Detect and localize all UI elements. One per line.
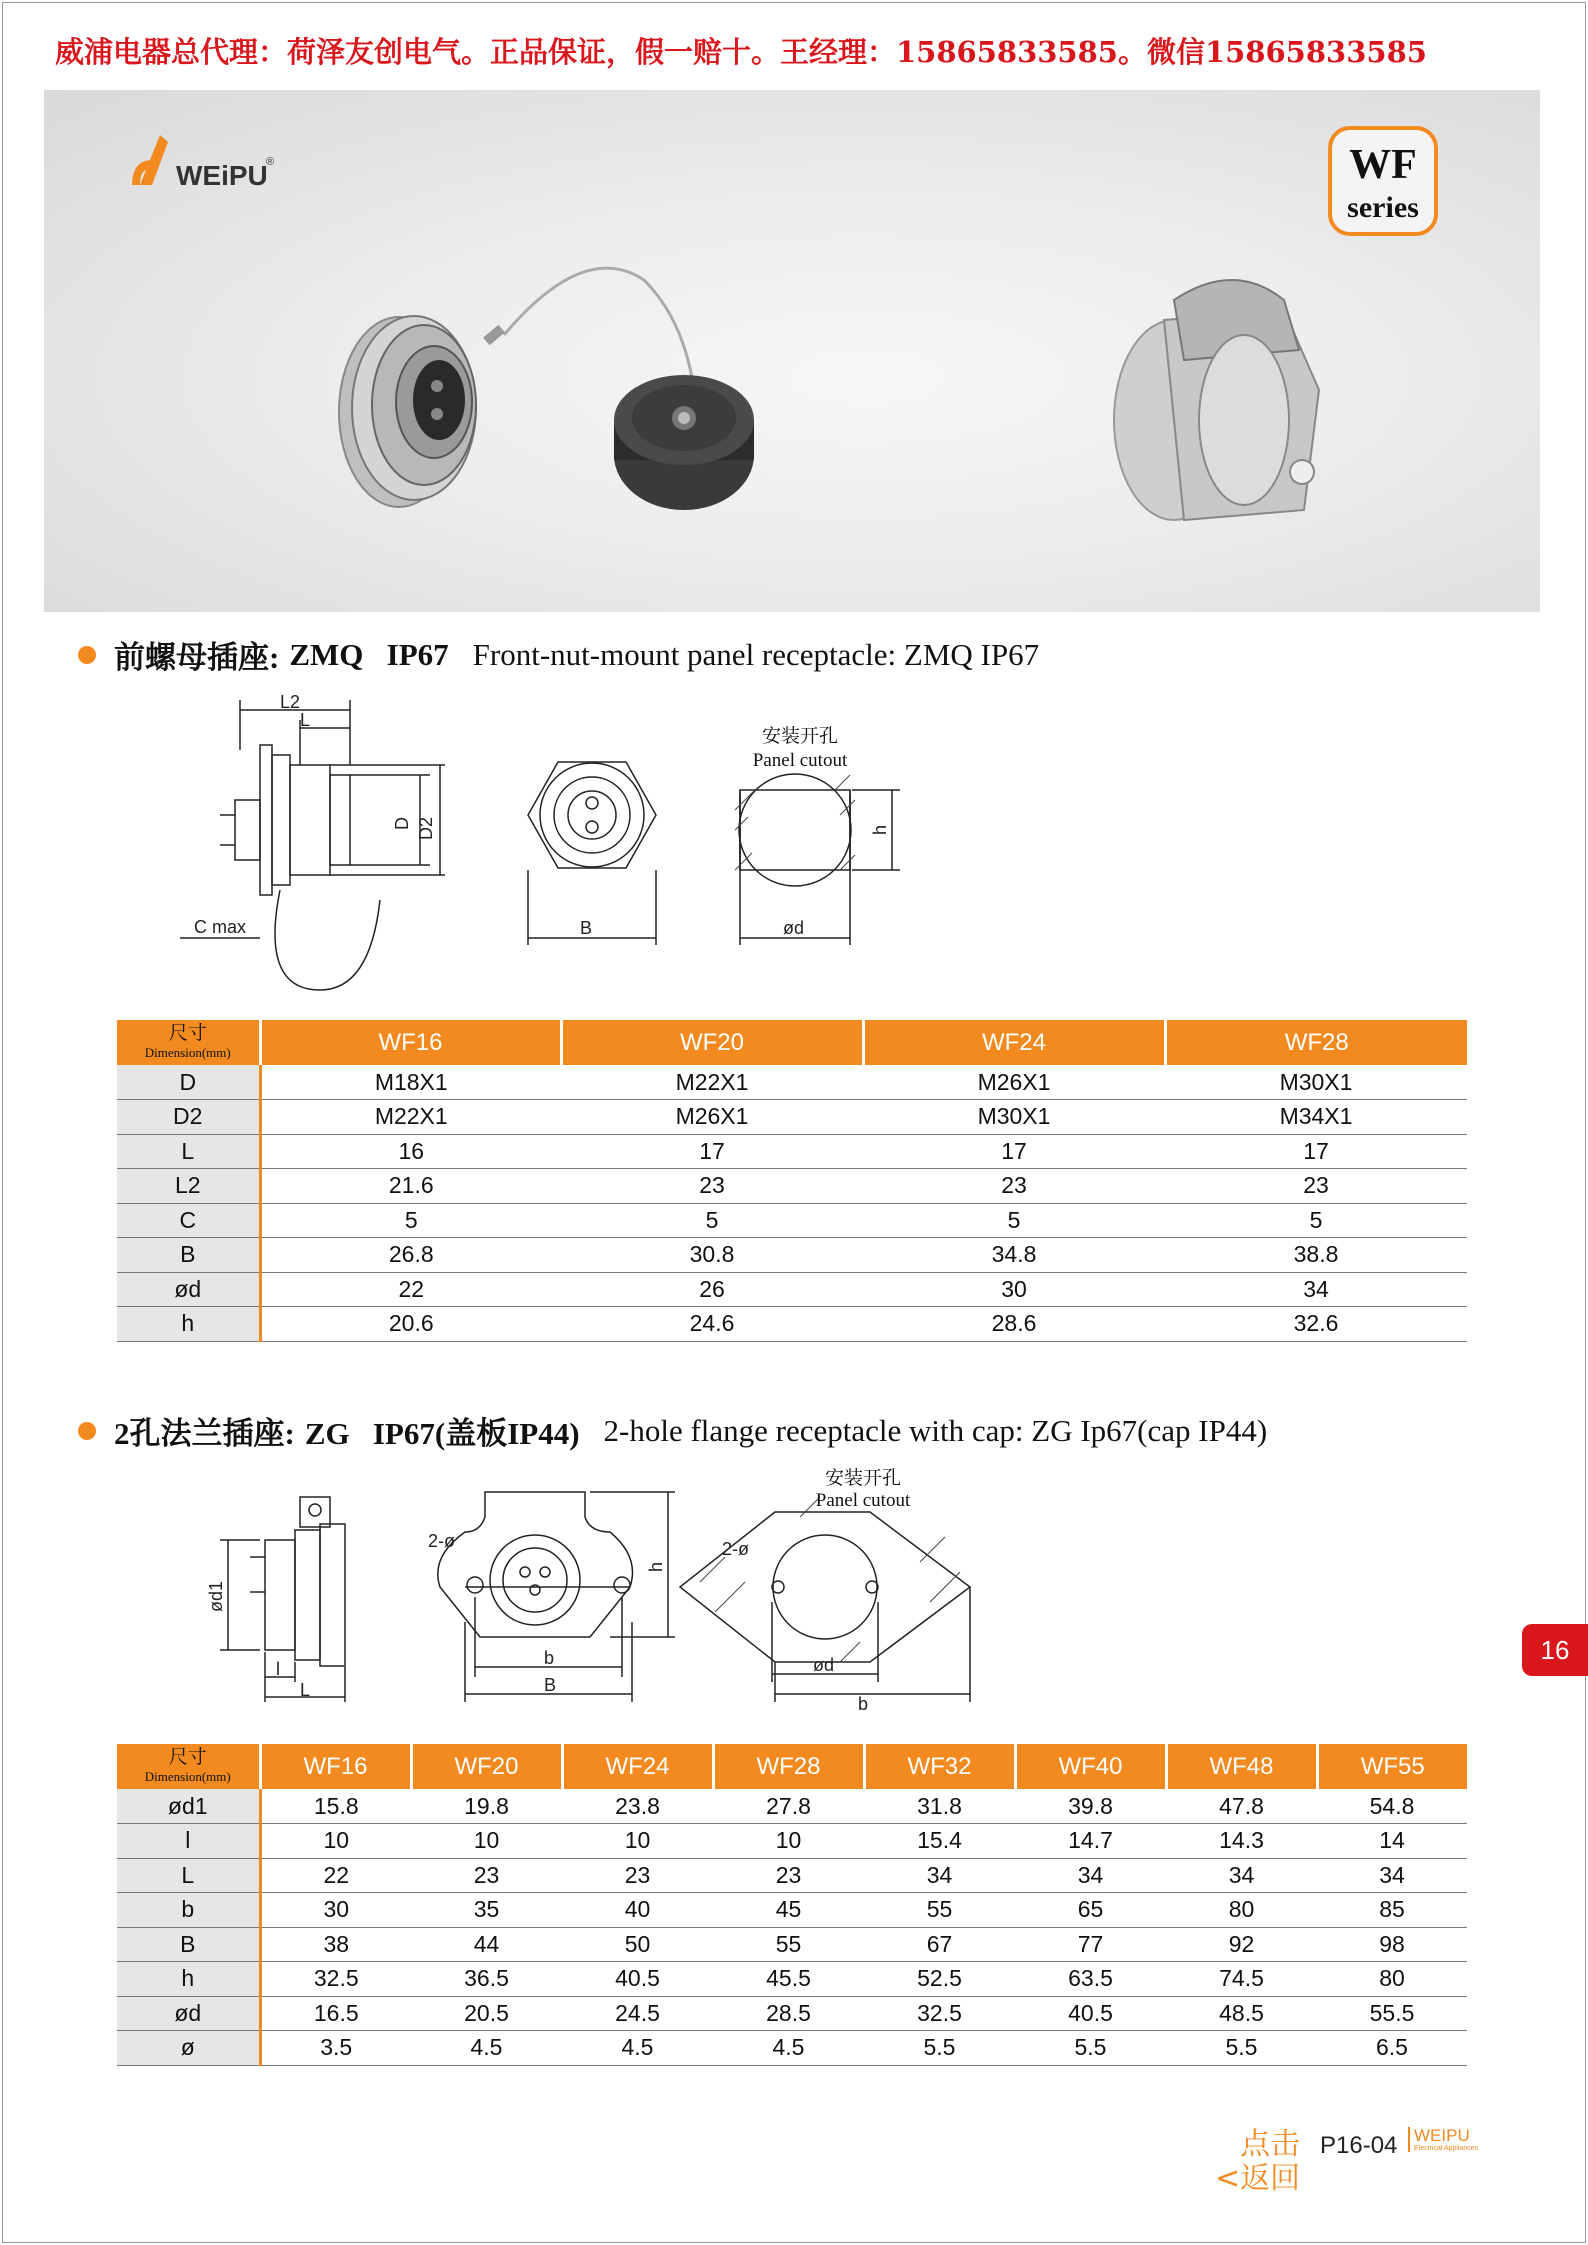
label-hole: 2-ø [428,1531,455,1551]
table-cell: 6.5 [1317,2031,1467,2066]
table-cell: 39.8 [1015,1789,1166,1824]
table-cell: 4.5 [713,2031,864,2066]
bullet-dot [78,1422,96,1440]
section1-title-en: Front-nut-mount panel receptacle: ZMQ IP67 [472,636,1040,672]
table-cell: 80 [1317,1962,1467,1997]
column-header: WF40 [1015,1744,1166,1789]
column-header: WF16 [260,1020,561,1065]
row-label: b [117,1893,260,1928]
table-cell: 16 [260,1134,561,1169]
row-label: l [117,1824,260,1859]
table-cell: 34.8 [863,1238,1165,1273]
table-cell: 28.5 [713,1996,864,2031]
section2-title-model: ZG IP67(盖板IP44) [304,1416,580,1451]
table-cell: 44 [411,1927,562,1962]
series-code: WF [1349,142,1417,188]
label-h: h [870,824,890,835]
row-label: h [117,1307,260,1342]
table-cell: 67 [864,1927,1015,1962]
table-cell: 92 [1166,1927,1317,1962]
column-header: WF55 [1317,1744,1467,1789]
column-header: WF20 [411,1744,562,1789]
table-cell: 50 [562,1927,713,1962]
table-cell: 77 [1015,1927,1166,1962]
dimension-header-zh: 尺寸 [168,1746,207,1768]
table-cell: 10 [260,1824,411,1859]
product-photo-banner [44,90,1540,612]
table-cell: 23 [562,1858,713,1893]
table-cell: 55.5 [1317,1996,1467,2031]
table-cell: 45 [713,1893,864,1928]
table-cell: 27.8 [713,1789,864,1824]
row-label: C [117,1203,260,1238]
section2-title [78,1408,1267,1453]
dust-cap-photo [614,375,754,510]
cutout-label-en: Panel cutout [752,750,848,771]
table-cell: 21.6 [260,1169,561,1204]
column-header: WF24 [863,1020,1165,1065]
series-badge [1330,128,1436,234]
label-l2: L2 [280,692,301,712]
table-cell: 45.5 [713,1962,864,1997]
page-number-tab[interactable]: 16 [1522,1624,1588,1676]
table-cell: 34 [1015,1858,1166,1893]
table-cell: 23 [713,1858,864,1893]
label-l: L [300,1680,311,1700]
column-header: WF32 [864,1744,1015,1789]
table-cell: M22X1 [561,1065,863,1100]
table-cell: 54.8 [1317,1789,1467,1824]
table-cell: M34X1 [1165,1100,1467,1135]
section1-title-zh: 前螺母插座: [114,640,280,675]
table-cell: 32.5 [260,1962,411,1997]
table-cell: 65 [1015,1893,1166,1928]
back-link-line1: 点击 [1240,2127,1301,2162]
table-cell: 32.6 [1165,1307,1467,1342]
cutout-label-zh: 安装开孔 [824,1467,902,1489]
table-cell: 23.8 [562,1789,713,1824]
table-cell: 30 [863,1272,1165,1307]
table-cell: 5.5 [864,2031,1015,2066]
table-cell: 16.5 [260,1996,411,2031]
table-cell: 5 [260,1203,561,1238]
table-cell: 31.8 [864,1789,1015,1824]
table-cell: 23 [863,1169,1165,1204]
table-cell: 32.5 [864,1996,1015,2031]
table-cell: M26X1 [561,1100,863,1135]
dimension-header [117,1020,260,1065]
table-row [117,1169,1467,1204]
table-cell: 5 [863,1203,1165,1238]
table-cell: 14.3 [1166,1824,1317,1859]
table-cell: 26 [561,1272,863,1307]
table-row [117,1962,1467,1997]
registered-mark: ® [266,156,275,168]
table-cell: 30 [260,1893,411,1928]
label-cmax: C max [194,917,247,937]
table-cell: 55 [713,1927,864,1962]
cutout-label-zh: 安装开孔 [761,725,839,747]
row-label: ød [117,1272,260,1307]
row-label: B [117,1927,260,1962]
row-label: ød1 [117,1789,260,1824]
column-header: WF24 [562,1744,713,1789]
dimension-header-en: Dimension(mm) [144,1044,231,1060]
zg-dimension-table [117,1744,1467,2066]
row-label: D [117,1065,260,1100]
table-cell: M22X1 [260,1100,561,1135]
table-cell: 40.5 [562,1962,713,1997]
table-cell: 24.5 [562,1996,713,2031]
table-cell: 55 [864,1893,1015,1928]
table-cell: 17 [1165,1134,1467,1169]
table-cell: 15.4 [864,1824,1015,1859]
table-cell: 40.5 [1015,1996,1166,2031]
table-row [117,1858,1467,1893]
label-d2: D2 [416,816,436,840]
table-cell: 23 [411,1858,562,1893]
table-cell: 22 [260,1858,411,1893]
column-header: WF48 [1166,1744,1317,1789]
table-cell: 5 [1165,1203,1467,1238]
series-word: series [1347,191,1419,224]
table-cell: 15.8 [260,1789,411,1824]
back-link-line2: <返回 [1215,2161,1301,2196]
table-cell: 17 [561,1134,863,1169]
table-row [117,1065,1467,1100]
row-label: h [117,1962,260,1997]
table-cell: 19.8 [411,1789,562,1824]
table-cell: 23 [1165,1169,1467,1204]
table-cell: 80 [1166,1893,1317,1928]
table-cell: 26.8 [260,1238,561,1273]
section2-title-en: 2-hole flange receptacle with cap: ZG Ip67(cap IP44) [603,1412,1268,1448]
table-cell: 5 [561,1203,863,1238]
label-l-small: l [276,1659,280,1679]
label-l: L [300,710,311,730]
table-row [117,1927,1467,1962]
row-label: L [117,1858,260,1893]
column-header: WF28 [1165,1020,1467,1065]
brand-name: WEiPU [176,160,268,191]
row-label: L2 [117,1169,260,1204]
back-link[interactable] [1215,2128,1300,2196]
table-cell: 52.5 [864,1962,1015,1997]
table-cell: 23 [561,1169,863,1204]
table-cell: 4.5 [562,2031,713,2066]
section1-title [78,632,1039,677]
label-od: ød [813,1655,835,1675]
flange-receptacle-photo [1114,280,1319,520]
table-cell: M30X1 [863,1100,1165,1135]
table-cell: 10 [411,1824,562,1859]
table-row [117,1996,1467,2031]
table-row [117,1824,1467,1859]
footer-brand [1408,2127,1478,2152]
weipu-logo [132,135,274,191]
footer-brand-sub: Electrical Appliances [1414,2145,1479,2152]
table-cell: 35 [411,1893,562,1928]
table-row [117,1307,1467,1342]
table-cell: 38 [260,1927,411,1962]
table-cell: 10 [713,1824,864,1859]
label-h: h [646,1561,666,1572]
label-od: ød [783,918,805,938]
table-row [117,1272,1467,1307]
table-row [117,1893,1467,1928]
table-cell: M18X1 [260,1065,561,1100]
table-cell: 74.5 [1166,1962,1317,1997]
table-cell: 14 [1317,1824,1467,1859]
row-label: D2 [117,1100,260,1135]
table-cell: 85 [1317,1893,1467,1928]
table-cell: 40 [562,1893,713,1928]
label-b-small: b [544,1648,555,1668]
table-cell: 5.5 [1166,2031,1317,2066]
table-cell: M26X1 [863,1065,1165,1100]
table-cell: 3.5 [260,2031,411,2066]
dimension-header [117,1744,260,1789]
page-code: P16-04 [1320,2132,1398,2159]
table-cell: 5.5 [1015,2031,1166,2066]
table-cell: 14.7 [1015,1824,1166,1859]
table-row [117,1100,1467,1135]
column-header: WF16 [260,1744,411,1789]
dimension-header-zh: 尺寸 [168,1022,207,1044]
section2-title-zh: 2孔法兰插座: [114,1416,295,1451]
label-hole-cutout: 2-ø [722,1539,749,1559]
label-b: B [580,918,593,938]
table-row [117,2031,1467,2066]
zmq-dimension-table [117,1020,1467,1342]
table-row [117,1789,1467,1824]
dimension-header-en: Dimension(mm) [144,1768,231,1784]
table-cell: 34 [1166,1858,1317,1893]
label-b-cutout: b [858,1694,869,1714]
label-d: D [392,817,412,830]
table-cell: 38.8 [1165,1238,1467,1273]
table-cell: 63.5 [1015,1962,1166,1997]
column-header: WF28 [713,1744,864,1789]
table-row [117,1203,1467,1238]
table-cell: 34 [864,1858,1015,1893]
bullet-dot [78,646,96,664]
row-label: B [117,1238,260,1273]
table-cell: 10 [562,1824,713,1859]
dealer-banner: 威浦电器总代理：荷泽友创电气。正品保证，假一赔十。王经理：15865833585。微信15865833585 [55,35,1427,69]
table-cell: 47.8 [1166,1789,1317,1824]
label-od1: ød1 [206,1580,226,1612]
table-row [117,1134,1467,1169]
table-cell: 20.6 [260,1307,561,1342]
section1-drawings [180,690,920,1010]
table-cell: 24.6 [561,1307,863,1342]
table-cell: 30.8 [561,1238,863,1273]
column-header: WF20 [561,1020,863,1065]
table-cell: 34 [1165,1272,1467,1307]
table-cell: 48.5 [1166,1996,1317,2031]
row-label: ød [117,1996,260,2031]
label-B: B [544,1675,557,1695]
row-label: L [117,1134,260,1169]
table-cell: 17 [863,1134,1165,1169]
table-cell: 28.6 [863,1307,1165,1342]
table-cell: 34 [1317,1858,1467,1893]
table-cell: 22 [260,1272,561,1307]
cutout-label-en: Panel cutout [815,1490,911,1511]
table-cell: 36.5 [411,1962,562,1997]
section1-title-model: ZMQ IP67 [289,636,449,672]
table-row [117,1238,1467,1273]
table-cell: 20.5 [411,1996,562,2031]
table-cell: 4.5 [411,2031,562,2066]
row-label: ø [117,2031,260,2066]
table-cell: 98 [1317,1927,1467,1962]
section2-drawings [200,1462,1000,1732]
table-cell: M30X1 [1165,1065,1467,1100]
footer-brand-name: WEIPU [1414,2126,1470,2145]
